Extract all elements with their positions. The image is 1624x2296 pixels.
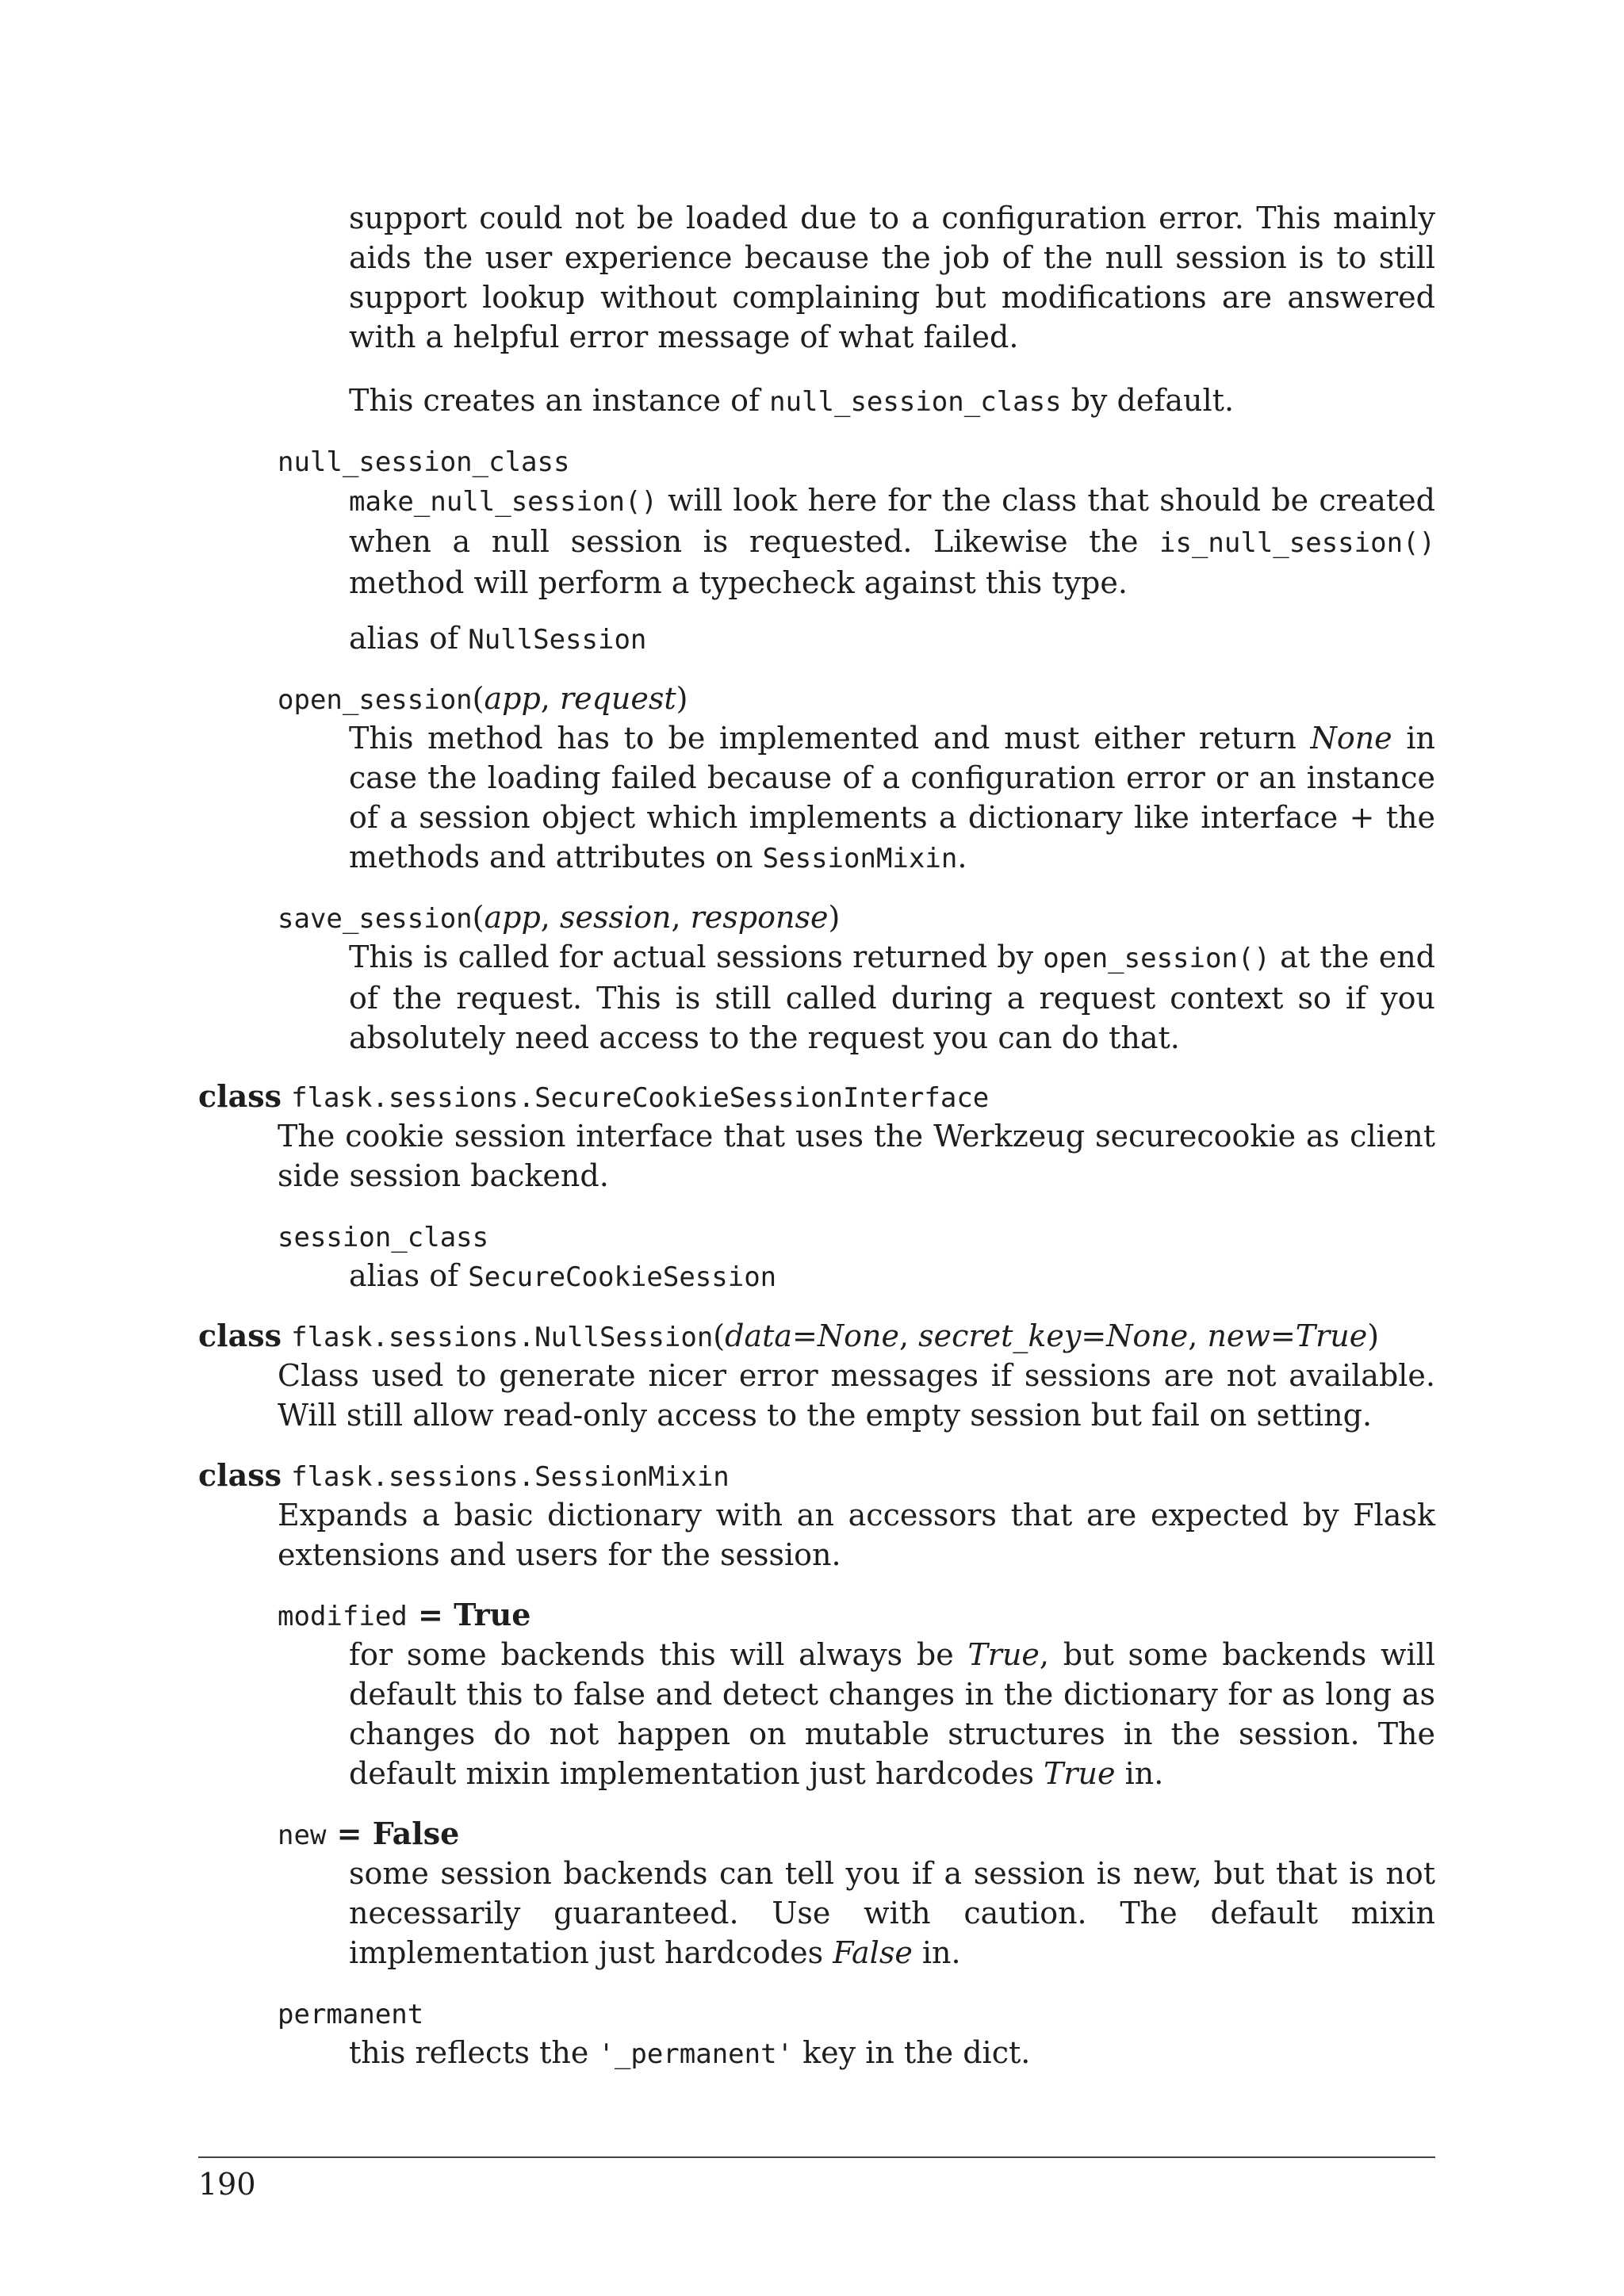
alias-target-code: SecureCookieSession xyxy=(468,1261,777,1293)
null-session-paren-close: ) xyxy=(1367,1318,1380,1353)
arg-secret-key-value: None xyxy=(1106,1318,1189,1353)
intro-default-suffix: by default. xyxy=(1061,383,1235,418)
class-keyword: class xyxy=(198,1318,282,1353)
modified-signature xyxy=(278,1595,530,1636)
save-session-paren-open: ( xyxy=(472,900,485,935)
new-desc-text2: in. xyxy=(912,1935,961,1970)
new-eq: = xyxy=(326,1816,373,1851)
session-class-signature xyxy=(278,1216,488,1257)
null-session-class-desc-text1: will look here for the class that should be created when a null session is requested. Likewise the xyxy=(349,483,1435,559)
new-signature xyxy=(278,1814,459,1855)
intro-paragraph: support could not be loaded due to a configuration error. This mainly aids the user experience because the job of the null session is to still support lookup without complaining but modifications are answered with a helpful error message of what failed. xyxy=(349,201,1435,354)
modified-name: modified xyxy=(278,1601,408,1632)
modified-desc-text3: in. xyxy=(1115,1756,1164,1791)
save-session-sep1: , xyxy=(540,900,560,935)
arg-secret-key-name: secret_key xyxy=(918,1318,1082,1353)
make-null-session-code: make_null_session() xyxy=(349,486,657,518)
arg-sep1: , xyxy=(898,1318,919,1353)
new-desc-false: False xyxy=(833,1935,913,1970)
new-description xyxy=(349,1854,1435,1973)
save-session-desc-text1: This is called for actual sessions returned by xyxy=(349,939,1044,974)
open-session-arg-app: app xyxy=(484,681,541,716)
open-session-desc-text1: This method has to be implemented and must either return xyxy=(349,721,1311,756)
new-value: False xyxy=(372,1816,460,1851)
null-session-name: flask.sessions.NullSession xyxy=(291,1322,714,1353)
modified-eq: = xyxy=(407,1597,454,1632)
save-session-paren-close: ) xyxy=(828,900,841,935)
open-session-desc-none: None xyxy=(1310,721,1392,756)
secure-cookie-session-interface-signature xyxy=(198,1077,989,1118)
save-session-desc-text2: at the end of the request. This is still called during a request context so if you absolutely need access to the request you can do that. xyxy=(349,939,1435,1055)
alias-prefix: alias of xyxy=(349,1258,469,1293)
session-class-alias xyxy=(349,1256,1435,1297)
open-session-paren-open: ( xyxy=(472,681,485,716)
open-session-desc-text2: in case the loading failed because of a configuration error or an instance of a session object which implements a dictionary like interface + the methods and attributes on xyxy=(349,721,1435,874)
class-keyword: class xyxy=(198,1457,282,1493)
alias-target-code: NullSession xyxy=(468,624,647,656)
arg-new-value: True xyxy=(1295,1318,1368,1353)
open-session-signature xyxy=(278,679,688,720)
arg-data-name: data xyxy=(725,1318,793,1353)
session-mixin-name: flask.sessions.SessionMixin xyxy=(291,1461,730,1493)
new-desc-text1: some session backends can tell you if a session is new, but that is not necessarily guaranteed. Use with caution. The default mixin implementation just hardcodes xyxy=(349,1856,1435,1970)
session-mixin-signature xyxy=(198,1456,730,1497)
save-session-arg-response: response xyxy=(690,900,829,935)
null-session-description: Class used to generate nicer error messages if sessions are not available. Will still allow read-only access to the empty session but fail on setting. xyxy=(278,1358,1435,1433)
is-null-session-code: is_null_session() xyxy=(1159,527,1435,559)
secure-cookie-session-interface-name: flask.sessions.SecureCookieSessionInterface xyxy=(291,1082,990,1114)
footer-rule xyxy=(198,2156,1435,2158)
arg-sep2: , xyxy=(1188,1318,1208,1353)
open-session-sep: , xyxy=(540,681,560,716)
secure-cookie-session-interface-description: The cookie session interface that uses the Werkzeug securecookie as client side session backend. xyxy=(278,1119,1435,1193)
session-mixin-code: SessionMixin xyxy=(762,843,958,874)
arg-data-value: None xyxy=(817,1318,899,1353)
save-session-name: save_session xyxy=(278,903,473,935)
modified-description xyxy=(349,1635,1435,1793)
open-session-description xyxy=(349,718,1435,878)
page-number: 190 xyxy=(198,2167,256,2202)
permanent-desc-text2: key in the dict. xyxy=(793,2035,1031,2070)
modified-desc-text1: for some backends this will always be xyxy=(349,1637,968,1672)
modified-value: True xyxy=(454,1597,531,1632)
arg-secret-key-eq: = xyxy=(1081,1318,1107,1353)
arg-data-eq: = xyxy=(792,1318,818,1353)
open-session-code: open_session() xyxy=(1043,943,1270,974)
intro-default-note xyxy=(349,381,1435,422)
permanent-name: permanent xyxy=(278,1999,424,2030)
intro-default-prefix: This creates an instance of xyxy=(349,383,770,418)
arg-new-name: new xyxy=(1207,1318,1270,1353)
permanent-key-code: '_permanent' xyxy=(598,2038,794,2070)
null-session-paren-open: ( xyxy=(713,1318,726,1353)
open-session-desc-text3: . xyxy=(957,840,967,874)
null-session-class-signature xyxy=(278,441,569,482)
new-name: new xyxy=(278,1820,327,1851)
session-class-name: session_class xyxy=(278,1222,489,1253)
modified-desc-true1: True xyxy=(967,1637,1040,1672)
null-session-class-desc-text2: method will perform a typecheck against this type. xyxy=(349,565,1128,600)
permanent-description xyxy=(349,2033,1435,2074)
null-session-signature xyxy=(198,1316,1379,1357)
alias-prefix: alias of xyxy=(349,621,469,656)
permanent-desc-text1: this reflects the xyxy=(349,2035,599,2070)
open-session-paren-close: ) xyxy=(676,681,688,716)
save-session-sep2: , xyxy=(671,900,691,935)
arg-new-eq: = xyxy=(1270,1318,1296,1353)
class-keyword: class xyxy=(198,1078,282,1114)
open-session-arg-request: request xyxy=(559,681,676,716)
session-mixin-description: Expands a basic dictionary with an accessors that are expected by Flask extensions and users for the session. xyxy=(278,1498,1435,1572)
permanent-signature xyxy=(278,1993,423,2034)
save-session-arg-session: session xyxy=(559,900,672,935)
save-session-signature xyxy=(278,897,840,939)
save-session-description xyxy=(349,937,1435,1058)
null-session-class-alias xyxy=(349,618,1435,660)
null-session-class-name: null_session_class xyxy=(278,446,570,478)
save-session-arg-app: app xyxy=(484,900,541,935)
modified-desc-text2: , but some backends will default this to false and detect changes in the dictionary for as long as changes do not happen on mutable structures in the session. The default mixin implementation just hardcodes xyxy=(349,1637,1435,1791)
open-session-name: open_session xyxy=(278,684,473,716)
intro-default-code: null_session_class xyxy=(769,386,1062,418)
modified-desc-true2: True xyxy=(1044,1756,1116,1791)
null-session-class-description xyxy=(349,480,1435,603)
